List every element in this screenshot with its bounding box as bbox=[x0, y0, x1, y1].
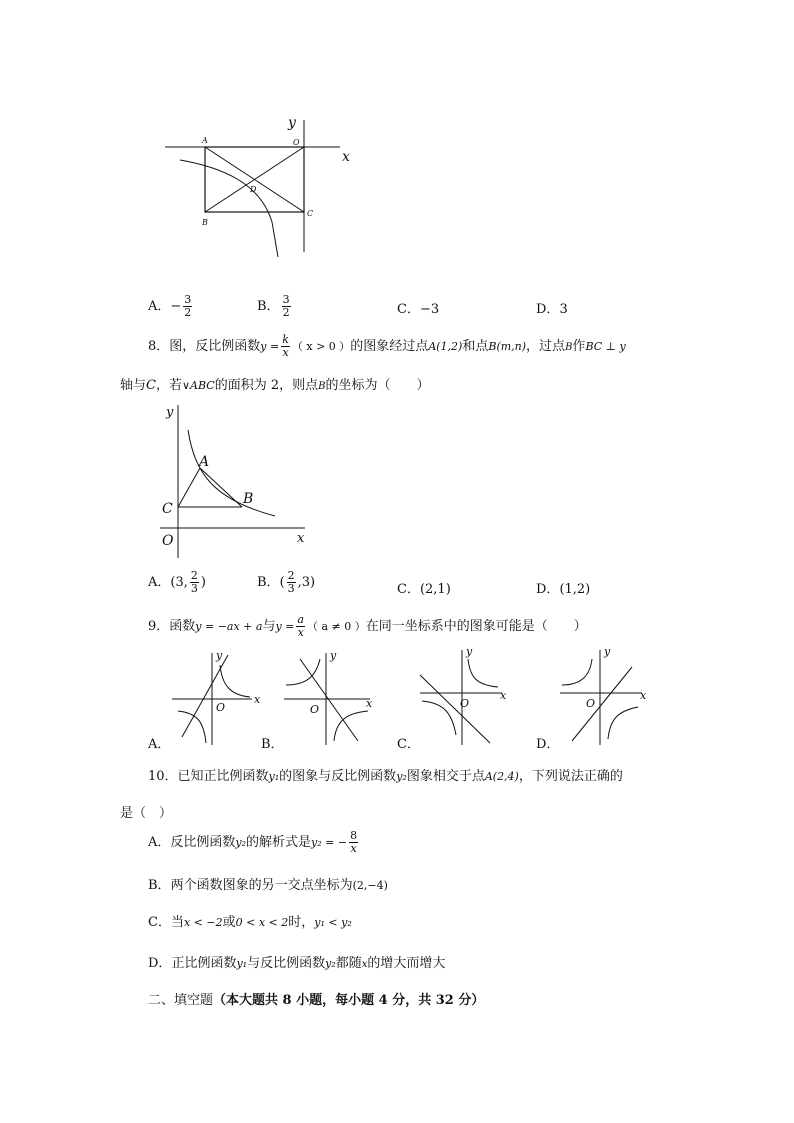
q7-label-y: y bbox=[288, 115, 296, 131]
q7-label-O: O bbox=[293, 138, 300, 147]
svg-text:O: O bbox=[310, 703, 320, 716]
q8-label-O: O bbox=[162, 533, 174, 549]
q8-figure bbox=[150, 400, 315, 560]
q9-graph-d bbox=[558, 645, 658, 745]
q8-stem-line1: 8．图，反比例函数y = $\frac{k}{x}$ （ x > 0 ）的图象经过点A(1,2)和点B(m,n)，过点B作BC ⊥ y bbox=[148, 333, 626, 359]
q8-label-y: y bbox=[166, 405, 174, 420]
q8-label-A: A bbox=[199, 454, 210, 470]
q10-option-b[interactable]: B．两个函数图象的另一交点坐标为(2,−4) bbox=[148, 878, 388, 893]
q7-label-B: B bbox=[202, 218, 208, 227]
svg-text:x: x bbox=[500, 689, 507, 702]
q7-label-x: x bbox=[342, 149, 350, 165]
q7-option-b[interactable]: B． $\frac{3}{2}$ bbox=[257, 293, 290, 319]
q9-graph-a bbox=[170, 645, 270, 745]
q9-option-a[interactable]: A． bbox=[148, 737, 171, 752]
q7-option-a[interactable]: A．− $\frac{3}{2}$ bbox=[148, 293, 192, 319]
q9-option-d[interactable]: D． bbox=[536, 737, 560, 752]
q9-option-b[interactable]: B． bbox=[261, 737, 284, 752]
svg-text:O: O bbox=[586, 697, 596, 710]
q7-option-c[interactable]: C．−3 bbox=[397, 302, 440, 317]
svg-text:O: O bbox=[460, 697, 470, 710]
svg-text:y: y bbox=[466, 645, 473, 658]
q9-graph-c bbox=[418, 645, 518, 745]
svg-text:x: x bbox=[366, 697, 373, 710]
q10-stem-line1: 10．已知正比例函数y₁的图象与反比例函数y₂图象相交于点A(2,4)，下列说法正确的 bbox=[148, 769, 623, 784]
q8-option-c[interactable]: C．(2,1) bbox=[397, 582, 451, 597]
q10-stem-line2: 是（ ） bbox=[120, 806, 173, 821]
q8-label-B: B bbox=[243, 491, 254, 507]
svg-text:x: x bbox=[254, 693, 261, 706]
q7-label-D: D bbox=[250, 185, 257, 194]
q8-label-x: x bbox=[297, 531, 305, 546]
q7-label-C: C bbox=[307, 209, 314, 218]
q8-option-b[interactable]: B．( $\frac{2}{3}$ ,3) bbox=[257, 569, 316, 595]
q8-stem-line2: 轴与C，若∨ABC的面积为 2，则点B的坐标为（ ） bbox=[120, 378, 430, 393]
svg-text:y: y bbox=[330, 649, 337, 662]
q8-option-d[interactable]: D．(1,2) bbox=[536, 582, 591, 597]
q9-stem: 9．函数y = −ax + a与y = $\frac{a}{x}$ （ a ≠ 0 ）在同一坐标系中的图象可能是（ ） bbox=[148, 613, 587, 639]
q7-label-A: A bbox=[202, 136, 208, 145]
svg-text:x: x bbox=[640, 689, 647, 702]
svg-text:O: O bbox=[216, 701, 226, 714]
q10-option-c[interactable]: C．当x < −2或0 < x < 2时，y₁ < y₂ bbox=[148, 915, 352, 930]
section-2-heading: 二、填空题（本大题共 8 小题，每小题 4 分，共 32 分） bbox=[148, 993, 485, 1008]
q7-figure bbox=[160, 112, 360, 262]
svg-text:y: y bbox=[604, 645, 611, 658]
q7-option-d[interactable]: D．3 bbox=[536, 302, 568, 317]
q8-option-a[interactable]: A．(3, $\frac{2}{3}$ ) bbox=[148, 569, 206, 595]
q9-option-c[interactable]: C． bbox=[397, 737, 420, 752]
q8-label-C: C bbox=[162, 501, 173, 517]
q9-graph-b bbox=[282, 645, 382, 745]
q10-option-d[interactable]: D．正比例函数y₁与反比例函数y₂都随x的增大而增大 bbox=[148, 956, 446, 971]
svg-text:y: y bbox=[216, 649, 223, 662]
q10-option-a[interactable]: A．反比例函数y₂的解析式是y₂ = − $\frac{8}{x}$ bbox=[148, 829, 358, 855]
